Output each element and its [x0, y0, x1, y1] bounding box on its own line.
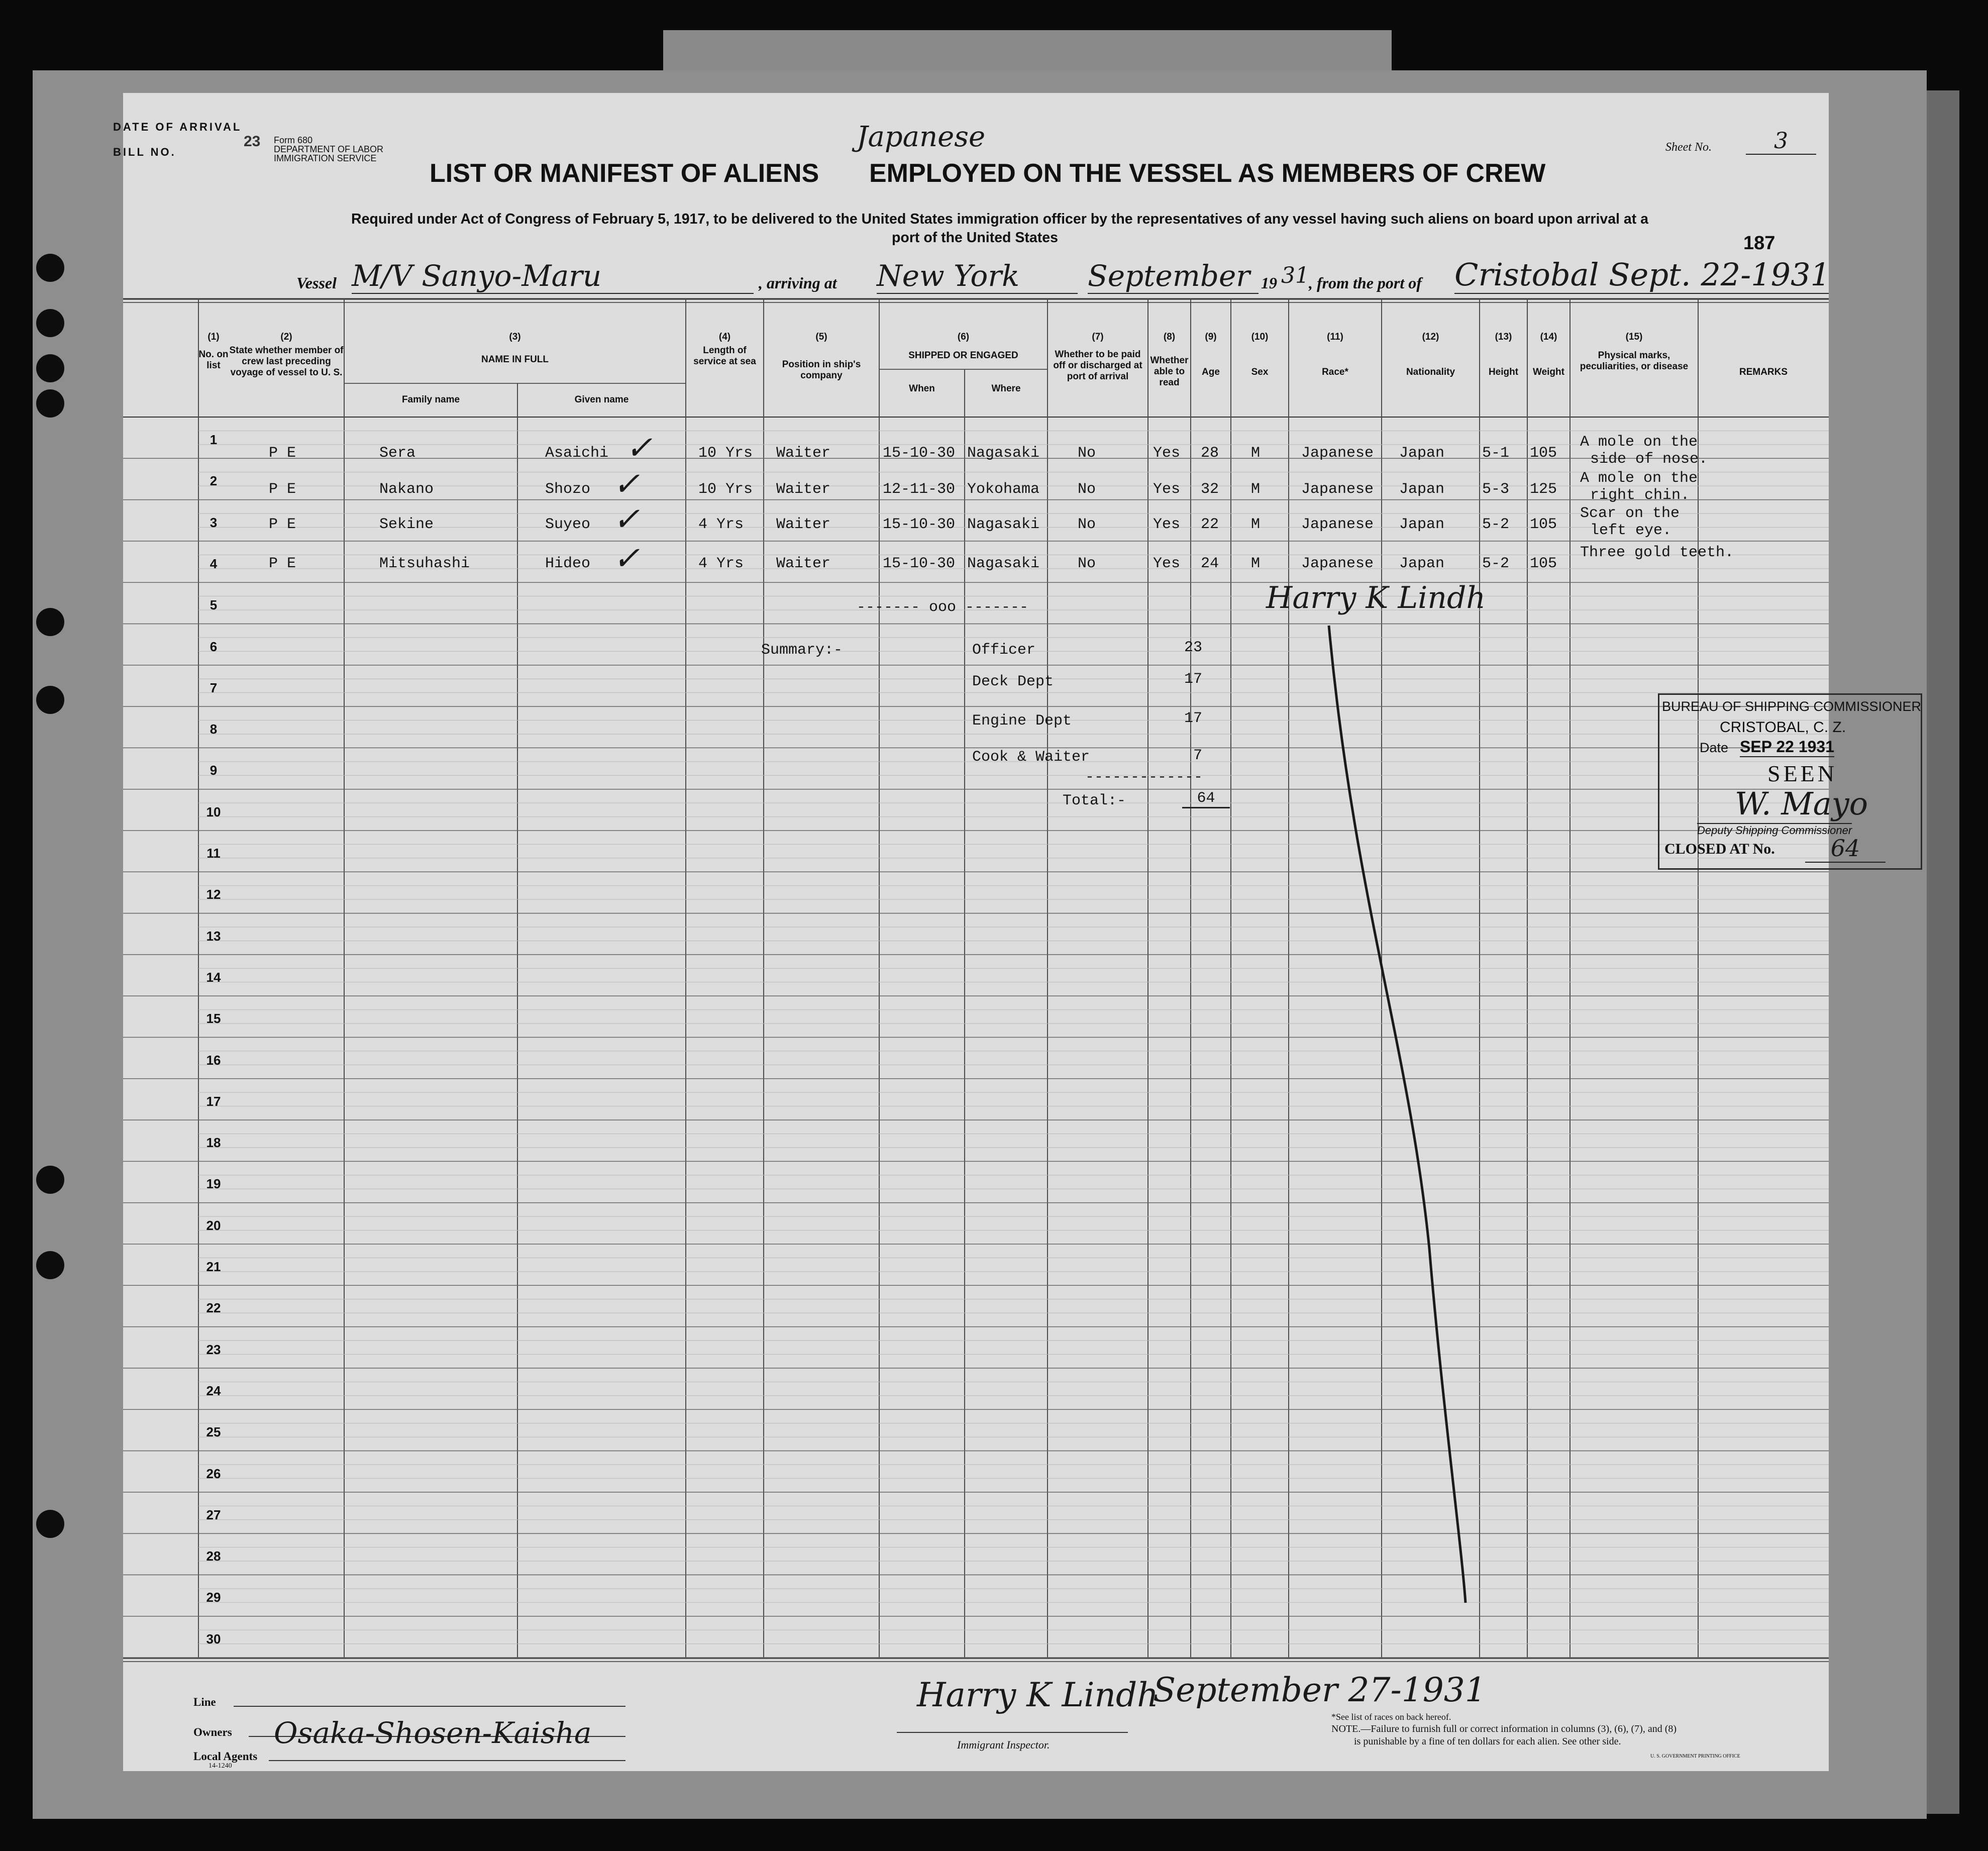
- stamp-seen: SEEN: [1767, 761, 1837, 786]
- cell-shipped-where: Nagasaki: [967, 445, 1040, 462]
- col-2-header: State whether member of crew last preceding voyage of vessel to U. S.: [229, 345, 344, 378]
- col-6-number: (6): [957, 332, 970, 342]
- col-14-header: Weight: [1533, 367, 1564, 377]
- col-12-header: Nationality: [1406, 367, 1455, 377]
- stamp-signature: W. Mayo: [1735, 785, 1868, 822]
- cell-nationality: Japan: [1399, 481, 1445, 498]
- binder-hole: [36, 1251, 64, 1279]
- arriving-port: New York: [877, 259, 1078, 294]
- cell-race: Japanese: [1301, 445, 1374, 462]
- footer-line-label: Line: [193, 1696, 216, 1708]
- vessel-label: Vessel: [296, 274, 337, 292]
- col-2-number: (2): [280, 332, 292, 342]
- arrival-month: September: [1088, 259, 1259, 294]
- cell-weight: 105: [1530, 445, 1557, 462]
- cell-service-length: 10 Yrs: [698, 445, 753, 462]
- row-number: 20: [206, 1217, 221, 1233]
- inspector-signature: Harry K Lindh: [917, 1676, 1159, 1714]
- cell-shipped-where: Nagasaki: [967, 555, 1040, 572]
- cell-physical-marks: Three gold teeth.: [1580, 544, 1734, 561]
- cell-height: 5-1: [1482, 445, 1510, 462]
- cell-sex: M: [1251, 481, 1261, 498]
- cell-shipped-when: 12-11-30: [883, 481, 956, 498]
- cell-given-name: Asaichi: [545, 445, 609, 462]
- arrival-stamp-date: DATE OF ARRIVAL: [113, 121, 242, 133]
- row-number: 9: [210, 763, 218, 778]
- row-number: 15: [206, 1011, 221, 1026]
- stamp-date-label: Date: [1700, 740, 1729, 755]
- cell-physical-marks: right chin.: [1590, 487, 1690, 504]
- cell-paid-off: No: [1078, 555, 1096, 572]
- col-15-header: Physical marks, peculiarities, or disease: [1580, 350, 1689, 372]
- footer-note-2: NOTE.—Failure to furnish full or correct information in columns (3), (6), (7), and (8): [1331, 1723, 1677, 1734]
- binder-hole: [36, 608, 64, 636]
- row-number: 22: [206, 1300, 221, 1316]
- cell-paid-off: No: [1078, 481, 1096, 498]
- vessel-name: M/V Sanyo-Maru: [352, 259, 754, 294]
- form-subtitle-line2: port of the United States: [892, 230, 1058, 246]
- col-12-number: (12): [1422, 332, 1439, 342]
- cell-age: 22: [1201, 516, 1219, 533]
- col-6b-header: Where: [991, 383, 1021, 394]
- cell-sex: M: [1251, 445, 1261, 462]
- row-number: 16: [206, 1052, 221, 1068]
- col-10-number: (10): [1251, 332, 1269, 342]
- summary-total-label: Total:-: [1063, 792, 1126, 809]
- col-11-number: (11): [1327, 332, 1343, 342]
- department: DEPARTMENT OF LABOR: [274, 144, 384, 154]
- cell-prev-voyage: P E: [269, 445, 296, 462]
- row-number: 23: [206, 1342, 221, 1357]
- cell-height: 5-3: [1482, 481, 1510, 498]
- cell-physical-marks: A mole on the: [1580, 470, 1698, 487]
- cell-height: 5-2: [1482, 516, 1510, 533]
- cell-nationality: Japan: [1399, 516, 1445, 533]
- year-handwritten: 31: [1281, 263, 1309, 288]
- arrival-stamp-bill: BILL NO.: [113, 146, 176, 158]
- cell-family-name: Nakano: [379, 481, 434, 498]
- row-number: 8: [210, 722, 218, 737]
- check-mark-icon: ✓: [613, 501, 640, 538]
- sheet-number: 3: [1746, 128, 1816, 155]
- binder-hole: [36, 1166, 64, 1194]
- row-number: 4: [210, 556, 218, 571]
- col-3-header: NAME IN FULL: [481, 354, 549, 365]
- binder-hole: [36, 354, 64, 382]
- row-number: 27: [206, 1507, 221, 1522]
- row-number: 30: [206, 1631, 221, 1647]
- summary-cook-value: 7: [1193, 747, 1203, 764]
- summary-total-rule: -------------: [1085, 769, 1203, 786]
- col-3-number: (3): [509, 332, 521, 342]
- footer-form-code: 14-1240: [208, 1762, 232, 1770]
- col-1-header: No. on list: [198, 349, 229, 371]
- row-number: 6: [210, 639, 218, 654]
- cell-position: Waiter: [776, 445, 831, 462]
- cell-position: Waiter: [776, 516, 831, 533]
- cell-paid-off: No: [1078, 516, 1096, 533]
- footer-agents-label: Local Agents: [193, 1750, 258, 1763]
- cell-given-name: Hideo: [545, 555, 591, 572]
- row-number: 5: [210, 597, 218, 613]
- cell-race: Japanese: [1301, 481, 1374, 498]
- cell-sex: M: [1251, 516, 1261, 533]
- summary-deck-value: 17: [1184, 671, 1203, 688]
- col-15-number: (15): [1625, 332, 1643, 342]
- footer-owners-label: Owners: [193, 1726, 232, 1738]
- col-3a-header: Family name: [401, 394, 460, 405]
- row-number: 7: [210, 680, 218, 695]
- col-4-header: Length of service at sea: [693, 345, 756, 367]
- summary-total-value: 64: [1182, 790, 1230, 808]
- shipping-commissioner-stamp: [1658, 693, 1922, 870]
- row-number: 11: [206, 846, 221, 861]
- row-number: 10: [206, 804, 221, 819]
- year-printed: 19: [1261, 274, 1277, 292]
- from-port-label: , from the port of: [1309, 274, 1422, 292]
- cell-able-to-read: Yes: [1153, 445, 1181, 462]
- col-5-header: Position in ship's company: [782, 359, 861, 381]
- cell-shipped-when: 15-10-30: [883, 445, 956, 462]
- row-number: 24: [206, 1383, 221, 1398]
- check-mark-icon: ✓: [613, 540, 640, 577]
- row-number: 17: [206, 1093, 221, 1109]
- check-mark-icon: ✓: [625, 430, 653, 467]
- row-number: 19: [206, 1176, 221, 1192]
- cell-service-length: 4 Yrs: [698, 555, 744, 572]
- col-7-header: Whether to be paid off or discharged at port of arrival: [1053, 349, 1142, 382]
- row-number: 14: [206, 969, 221, 985]
- col-9-header: Age: [1202, 367, 1220, 377]
- footer-printer: U. S. GOVERNMENT PRINTING OFFICE: [1650, 1754, 1740, 1759]
- row-number: 12: [206, 887, 221, 902]
- cell-age: 28: [1201, 445, 1219, 462]
- cell-prev-voyage: P E: [269, 555, 296, 572]
- summary-officer-label: Officer: [972, 642, 1036, 659]
- form-title-part1: LIST OR MANIFEST OF ALIENS: [430, 159, 819, 188]
- cell-race: Japanese: [1301, 555, 1374, 572]
- row-number: 26: [206, 1466, 221, 1481]
- col-14-number: (14): [1540, 332, 1557, 342]
- manifest-form: DATE OF ARRIVAL BILL NO. 23 Form 680 DEPARTMENT OF LABOR IMMIGRATION SERVICE Sheet No. 3 Japanese LIST OR MANIFEST OF ALIENS EMPLOYED ON THE VESSEL AS MEMBERS OF CREW Required under Act of Congress of February 5, 1917, to be delivered to the United States immigration officer by the representatives of any vessel having such aliens on board upon arrival at a port of the United States 187 Vessel M/V Sanyo-Maru , arriving at New York September 19 31 , from the port of Cristobal Sept. 22-1931 (1) No. on list (2) State whether member of crew last preceding voyage of vessel to U. S. (3) NAME IN FULL Family name Given name (4) Length of service at sea (5) Position in ship's company (6) SHIPPED OR ENGAGED When Where (7) Whether to be paid off or discharged at port of arrival (8) Whether able to read (9) Age (10) Sex (11) Race* (12) Nationality (13) Height (14) Weight (15) Physical marks, peculiarities, or disease REMARKS 1 2 3 4 5 6 7 8 9 10 11 12 13 14 15 16 17 18 19 20 21 22 23 24 25 26 27 28 29 30 P E Sera Asaichi 10 Yrs Waiter 15-10-30 Nagasaki No Yes 28 M Japanese Japan 5-1 105 A mole on the side of nose. ✓ P E Nakano Shozo 10 Yrs Waiter 12-11-30 Yokohama No Yes 32 M Japanese Japan 5-3 125 A mole on the right chin. ✓ P E Sekine Suyeo 4 Yrs Waiter 15-10-30 Nagasaki No Yes 22 M Japanese Japan 5-2 105 Scar on the left eye. ✓ P E Mitsuhashi Hideo 4 Yrs Waiter 15-10-30 Nagasaki No Yes 24 M Japanese Japan 5-2 105 Three gold teeth. ✓ ------- ooo ------- Summary:- Officer 23 Deck Dept 17 Engine Dept 17 Cook & Waiter 7 ------------- Total:- 64 Harry K Lindh BUREAU OF SHIPPING COMMISSIONER CRISTOBAL, C. Z. Date SEP 22 1931 SEEN W. Mayo Deputy Shipping Commissioner CLOSED AT No. 64 Line Owners Local Agents 14-1240 Osaka-Shosen-Kaisha Harry K Lindh September 27-1931 Immigrant Inspector. *See list of races on back hereof. NOTE.—Failure to furnish full or correct information in columns (3), (6), (7), and (8) is punishable by a fine of ten dollars for each alien. See other side. U. S. GOVERNMENT PRINTING OFFICE: [123, 93, 1829, 1771]
- cell-weight: 105: [1530, 555, 1557, 572]
- cell-weight: 105: [1530, 516, 1557, 533]
- row-number: 28: [206, 1549, 221, 1564]
- col-16-header: REMARKS: [1739, 367, 1788, 377]
- binder-hole: [36, 254, 64, 282]
- stamp-line1: BUREAU OF SHIPPING COMMISSIONER: [1662, 699, 1922, 714]
- cell-nationality: Japan: [1399, 555, 1445, 572]
- inspector-label: Immigrant Inspector.: [957, 1738, 1050, 1751]
- cell-given-name: Suyeo: [545, 516, 591, 533]
- col-6-header: SHIPPED OR ENGAGED: [908, 350, 1018, 361]
- stamp-closed-label: CLOSED AT No.: [1664, 841, 1775, 857]
- cell-service-length: 10 Yrs: [698, 481, 753, 498]
- cell-shipped-when: 15-10-30: [883, 555, 956, 572]
- summary-engine-label: Engine Dept: [972, 712, 1072, 730]
- cell-position: Waiter: [776, 555, 831, 572]
- page-number: 187: [1743, 233, 1775, 254]
- cell-physical-marks: side of nose.: [1590, 451, 1708, 468]
- handwritten-nationality: Japanese: [857, 121, 986, 153]
- col-1-number: (1): [207, 332, 220, 342]
- summary-label: Summary:-: [761, 642, 843, 659]
- row-number: 1: [210, 432, 218, 447]
- cell-height: 5-2: [1482, 555, 1510, 572]
- col-7-number: (7): [1092, 332, 1104, 342]
- footer-note-3: is punishable by a fine of ten dollars for each alien. See other side.: [1354, 1736, 1621, 1747]
- col-13-header: Height: [1488, 367, 1519, 377]
- cell-weight: 125: [1530, 481, 1557, 498]
- cell-shipped-where: Yokohama: [967, 481, 1040, 498]
- inspector-date: September 27-1931: [1153, 1671, 1486, 1709]
- summary-officer-value: 23: [1184, 639, 1203, 656]
- cell-able-to-read: Yes: [1153, 516, 1181, 533]
- cell-family-name: Sekine: [379, 516, 434, 533]
- form-number: Form 680: [274, 135, 313, 145]
- cell-position: Waiter: [776, 481, 831, 498]
- inspector-inline-signature: Harry K Lindh: [1266, 580, 1486, 615]
- local-agents-handwritten: Osaka-Shosen-Kaisha: [274, 1716, 592, 1750]
- arriving-label: , arriving at: [759, 274, 837, 292]
- form-subtitle-line1: Required under Act of Congress of February 5, 1917, to be delivered to the United States immigration officer by the representatives of any vessel having such aliens on board upon arrival at a: [351, 211, 1649, 227]
- summary-engine-value: 17: [1184, 710, 1203, 727]
- col-8-header: Whether able to read: [1150, 355, 1189, 388]
- from-port: Cristobal Sept. 22-1931: [1454, 256, 1830, 293]
- cell-shipped-where: Nagasaki: [967, 516, 1040, 533]
- binder-hole: [36, 389, 64, 418]
- stamp-line2: CRISTOBAL, C. Z.: [1720, 719, 1846, 736]
- cell-able-to-read: Yes: [1153, 555, 1181, 572]
- form-title-part2: EMPLOYED ON THE VESSEL AS MEMBERS OF CREW: [869, 159, 1546, 188]
- cell-paid-off: No: [1078, 445, 1096, 462]
- summary-separator: ------- ooo -------: [857, 599, 1029, 616]
- stamp-deputy: Deputy Shipping Commissioner: [1697, 824, 1852, 837]
- cell-age: 32: [1201, 481, 1219, 498]
- row-number: 29: [206, 1590, 221, 1605]
- stamp-date: SEP 22 1931: [1740, 738, 1834, 757]
- row-number: 18: [206, 1135, 221, 1151]
- stamp-closed-number: 64: [1805, 835, 1886, 863]
- sheet-label: Sheet No.: [1665, 141, 1712, 154]
- col-3b-header: Given name: [574, 394, 629, 405]
- row-number: 21: [206, 1259, 221, 1274]
- col-5-number: (5): [815, 332, 827, 342]
- col-4-number: (4): [718, 332, 731, 342]
- cell-physical-marks: left eye.: [1590, 522, 1672, 539]
- binder-hole: [36, 309, 64, 337]
- cell-shipped-when: 15-10-30: [883, 516, 956, 533]
- signature-stroke: [123, 93, 1829, 1771]
- cell-physical-marks: A mole on the: [1580, 434, 1698, 451]
- cell-race: Japanese: [1301, 516, 1374, 533]
- cell-physical-marks: Scar on the: [1580, 505, 1680, 522]
- cell-sex: M: [1251, 555, 1261, 572]
- cell-service-length: 4 Yrs: [698, 516, 744, 533]
- cell-prev-voyage: P E: [269, 481, 296, 498]
- row-number: 25: [206, 1424, 221, 1440]
- col-13-number: (13): [1495, 332, 1512, 342]
- cell-able-to-read: Yes: [1153, 481, 1181, 498]
- summary-cook-label: Cook & Waiter: [972, 749, 1090, 766]
- cell-family-name: Sera: [379, 445, 416, 462]
- footer-note-1: *See list of races on back hereof.: [1331, 1712, 1451, 1722]
- cell-nationality: Japan: [1399, 445, 1445, 462]
- row-number: 13: [206, 928, 221, 944]
- cell-given-name: Shozo: [545, 481, 591, 498]
- row-number: 3: [210, 515, 218, 530]
- cell-prev-voyage: P E: [269, 516, 296, 533]
- row-number: 2: [210, 473, 218, 489]
- col-9-number: (9): [1205, 332, 1217, 342]
- col-10-header: Sex: [1251, 367, 1269, 377]
- binder-hole: [36, 1510, 64, 1538]
- service: IMMIGRATION SERVICE: [274, 153, 377, 163]
- cell-family-name: Mitsuhashi: [379, 555, 470, 572]
- cell-age: 24: [1201, 555, 1219, 572]
- check-mark-icon: ✓: [613, 466, 640, 503]
- summary-deck-label: Deck Dept: [972, 673, 1054, 690]
- binder-hole: [36, 686, 64, 714]
- col-6a-header: When: [909, 383, 935, 394]
- col-11-header: Race*: [1322, 367, 1348, 377]
- col-8-number: (8): [1163, 332, 1176, 342]
